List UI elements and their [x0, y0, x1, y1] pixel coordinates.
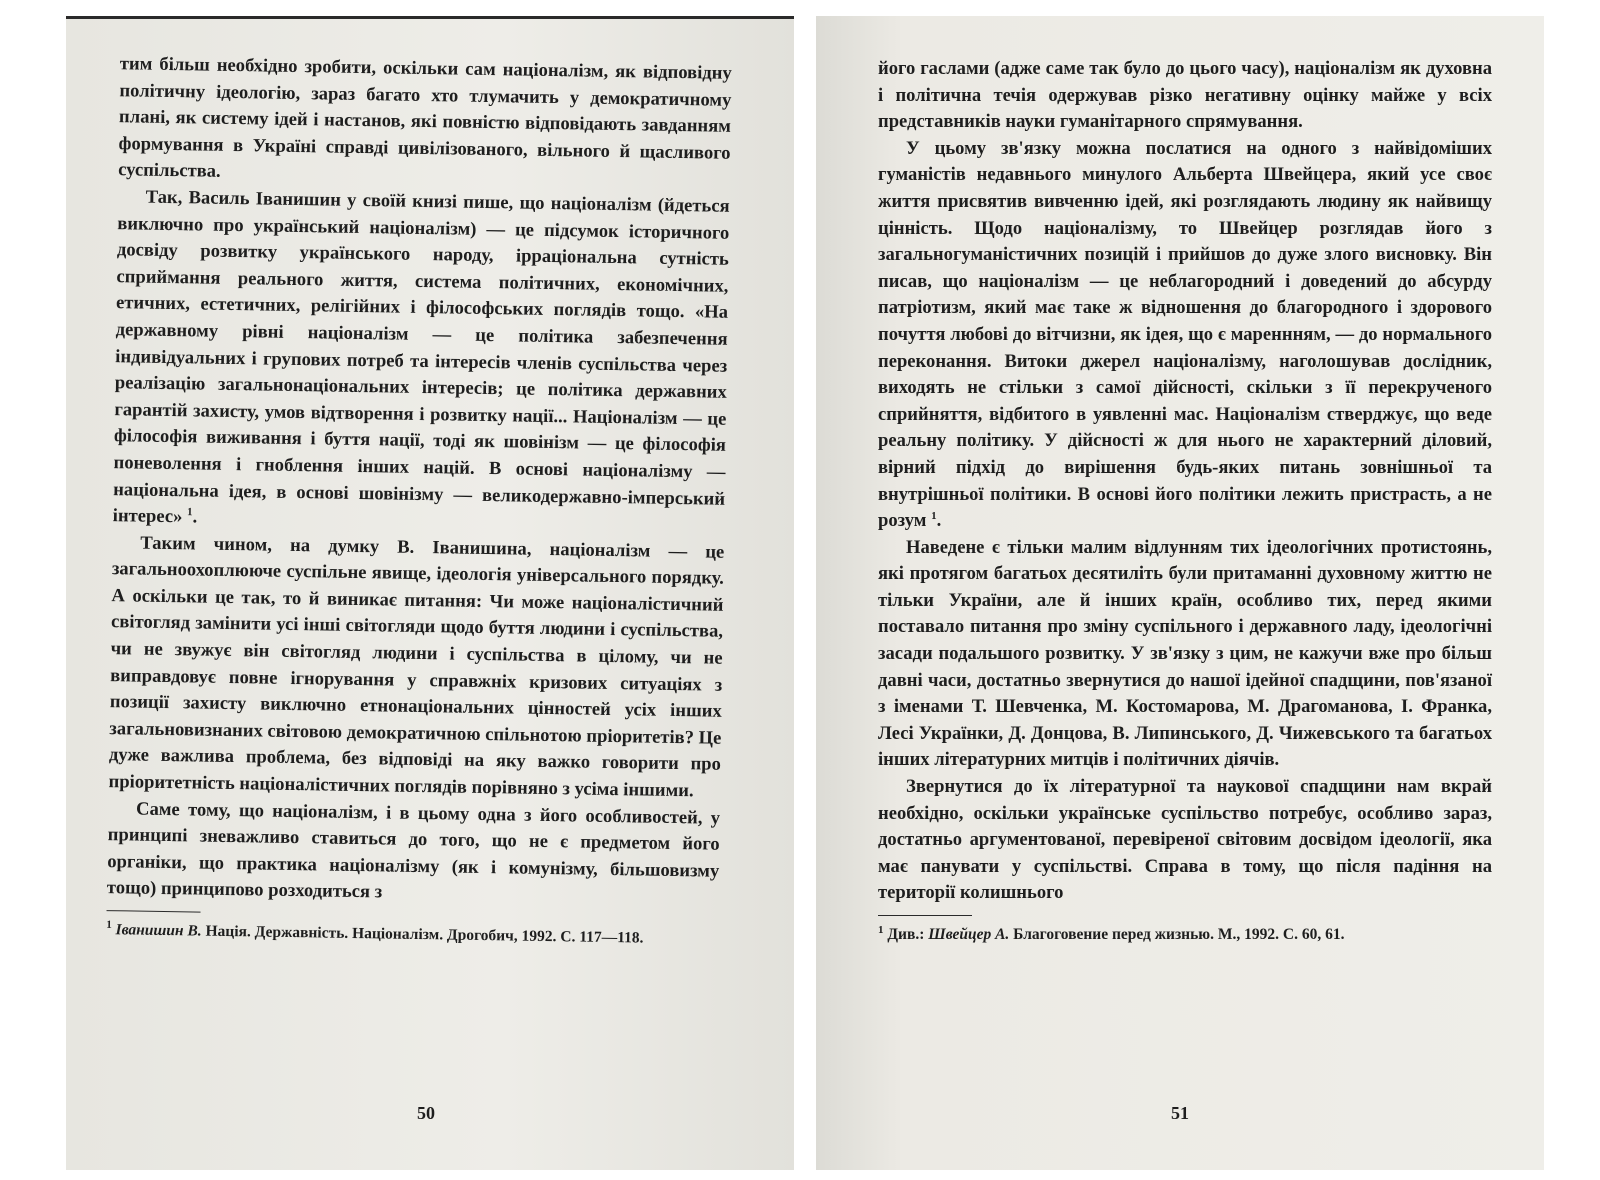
footnote-text: Нація. Державність. Націоналізм. Дрогобич, 1992. С. 117—118.	[205, 922, 644, 947]
footnote-text: Благоговение перед жизнью. М., 1992. С. 60, 61.	[1013, 926, 1345, 943]
footnote-marker: 1	[106, 918, 112, 932]
footnote-ref: 1	[187, 506, 193, 519]
book-page-left	[66, 16, 794, 1170]
paragraph: Звернутися до їх літературної та наукової спадщини нам вкрай необхідно, оскільки українське суспільство потребує, особливо зараз, достатньо аргументованої, перевіреної світовим досвідом ідеології, яка має панувати у суспільстві. Справа в тому, що після падіння на території колишнього	[878, 776, 1492, 904]
paragraph: У цьому зв'язку можна послатися на одного з найвідоміших гуманістів недавнього минулого Альберта Швейцера, який усе своє життя присвятив вивченню ідей, які розглядають людину як найвищу цінність. Щодо націоналізму, то Швейцер розглядав його з загальногуманістичних позицій і прийшов до дуже злого висновку. Він писав, що націоналізм — це неблагородний і доведений до абсурду патріотизм, який має таке ж відношення до благородного і здорового почуття любові до вітчизни, як ідея, що є мареннням, — до нормального переконання. Витоки джерел націоналізму, наголошував дослідник, виходять не стільки з самої дійсності, скільки з її перекрученого сприйняття, відбитого в уявленні мас. Націоналізм стверджує, що веде реальну політику. У дійсності ж для нього не характерний діловий, вірний підхід до вирішення будь-яких питань зовнішньої та внутрішньої політики. В основі його політики лежить пристрасть, а не розум $^1$.	[878, 137, 1492, 532]
paragraph: Так, Василь Іванишин у своїй книзі пише, що націоналізм (йдеться виключно про український націоналізм) — це підсумок історичного досвіду розвитку українського народу, ірраціональна сутність сприймання реального життя, система політичних, економічних, етичних, естетичних, релігійних і філософських поглядів тощо. «На державному рівні націоналізм — це політика забезпечення індивідуальних і групових потреб та інтересів членів суспільства через реалізацію загальнонаціональних інтересів; це політика державних гарантій захисту, умов відтворення і розвитку нації... Націоналізм — це філософія виживання і буття нації, тоді як шовінізм — це філософія поневолення і гноблення інших націй. В основі націоналізму — національна ідея, в основі шовінізму — великодержавно-імперський інтерес» $^1$.	[112, 186, 730, 528]
paragraph: його гаслами (адже саме так було до цього часу), націоналізм як духовна і політична течія одержував різко негативну оцінку майже у всіх представників науки гуманітарного спрямування.	[878, 58, 1492, 133]
footnote-divider	[878, 915, 972, 916]
footnote-prefix: Див.:	[887, 926, 925, 943]
footnote-author: Швейцер А.	[928, 926, 1010, 943]
footnote-divider	[107, 910, 201, 912]
page-body-right	[878, 56, 1492, 945]
page-number: 51	[1171, 1103, 1189, 1123]
footnote-author: Іванишин В.	[115, 921, 202, 940]
footnote-ref: 1	[931, 509, 937, 522]
book-page-right	[816, 16, 1544, 1170]
page-body-left	[106, 51, 732, 950]
paragraph: тим більш необхідно зробити, оскільки сам націоналізм, як відповідну політичну ідеологію, зараз багато хто тлумачить у демократичному плані, як систему ідей і настанов, які повністю відповідають завданням формування в Україні справді цивілізованого, вільного й щасливого суспільства.	[118, 53, 732, 183]
footnote	[878, 924, 1492, 945]
paragraph: Наведене є тільки малим відлунням тих ідеологічних протистоянь, які протягом багатьох десятиліть були притаманні духовному життю не тільки України, але й інших країн, особливо тих, перед якими поставало питання про зміну суспільного і державного ладу, ідеологічні засади подальшого розвитку. У зв'язку з цим, не кажучи вже про більш давні часи, достатньо звернутися до нашої ідейної спадщини, пов'язаної з іменами Т. Шевченка, М. Костомарова, М. Драгоманова, І. Франка, Лесі Українки, Д. Донцова, В. Липинського, Д. Чижевського та багатьох інших літературних митців і політичних діячів.	[878, 536, 1492, 771]
paragraph: Таким чином, на думку В. Іванишина, націоналізм — це загальноохоплюючe суспільне явище, ідеологія універсального порядку. А оскільки це так, то й виникає питання: Чи може націоналістичний світогляд замінити усі інші світогляди щодо буття людини і суспільства, чи не звужує він світогляд людини і суспільства в цілому, чи не виправдовує повне ігнорування у справжніх кризових ситуаціях з позиції захисту виключно етнонаціональних цінностей усіх інших загальновизнаних світовою демократичною спільнотою пріоритетів? Це дуже важлива проблема, без відповіді на яку важко говорити про пріоритетність націоналістичних поглядів порівняно з усіма іншими.	[108, 532, 725, 802]
paragraph: Саме тому, що націоналізм, і в цьому одна з його особливостей, у принципі зневажливо ставиться до того, що не є предметом його органіки, що практика націоналізму (як і комунізму, більшовизму тощо) принципово розходиться з	[106, 798, 721, 903]
page-number: 50	[417, 1103, 435, 1123]
footnote-marker: 1	[878, 923, 884, 936]
footnote	[106, 919, 718, 950]
